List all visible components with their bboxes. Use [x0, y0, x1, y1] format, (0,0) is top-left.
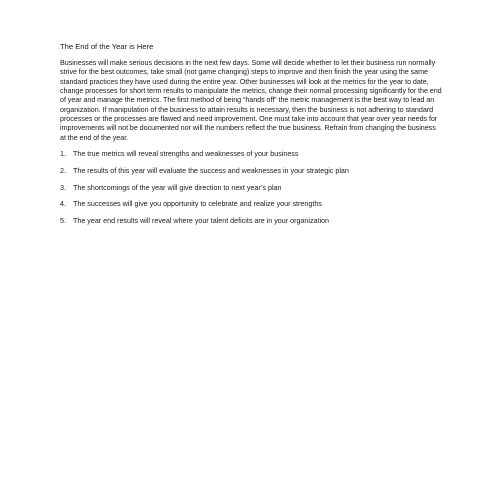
list-item [60, 150, 442, 159]
numbered-list [60, 150, 442, 226]
document-paragraph: Businesses will make serious decisions in the next few days. Some will decide whether to let their business run normally strive for the best outcomes, take small (not game changing) steps to improve and then finish the year using the same standard practices they have used during the entire year. Other businesses will look at the metrics for the year to date, change processes for short term results to manipulate the metrics, change their normal processing significantly for the end of year and manage the metrics. The first method of being “hands off” the metric management is the best way to lead an organization. If manipulation of the business to attain results is necessary, then the business is not adhering to standard processes or the processes are flawed and need improvement. One must take into account that year over year needs for improvements will not be documented nor will the numbers reflect the true business. Refrain from changing the business at the end of the year. [60, 59, 442, 142]
list-item-text: The true metrics will reveal strengths and weaknesses of your business [73, 150, 299, 159]
list-item [60, 200, 442, 209]
list-item-number: 4. [60, 200, 66, 209]
list-item-number: 1. [60, 150, 66, 159]
document-body [60, 42, 442, 234]
list-item-number: 5. [60, 217, 66, 226]
list-item-number: 3. [60, 183, 66, 192]
list-item-text: The successes will give you opportunity to celebrate and realize your strengths [73, 200, 322, 209]
list-item-text: The year end results will reveal where your talent deficits are in your organization [73, 217, 329, 226]
list-item [60, 184, 442, 193]
list-item [60, 167, 442, 176]
list-item-text: The results of this year will evaluate the success and weaknesses in your strategic plan [73, 166, 349, 175]
document-title: The End of the Year is Here [60, 42, 154, 51]
list-item [60, 217, 442, 226]
list-item-number: 2. [60, 166, 66, 175]
list-item-text: The shortcomings of the year will give direction to next year’s plan [73, 183, 282, 192]
